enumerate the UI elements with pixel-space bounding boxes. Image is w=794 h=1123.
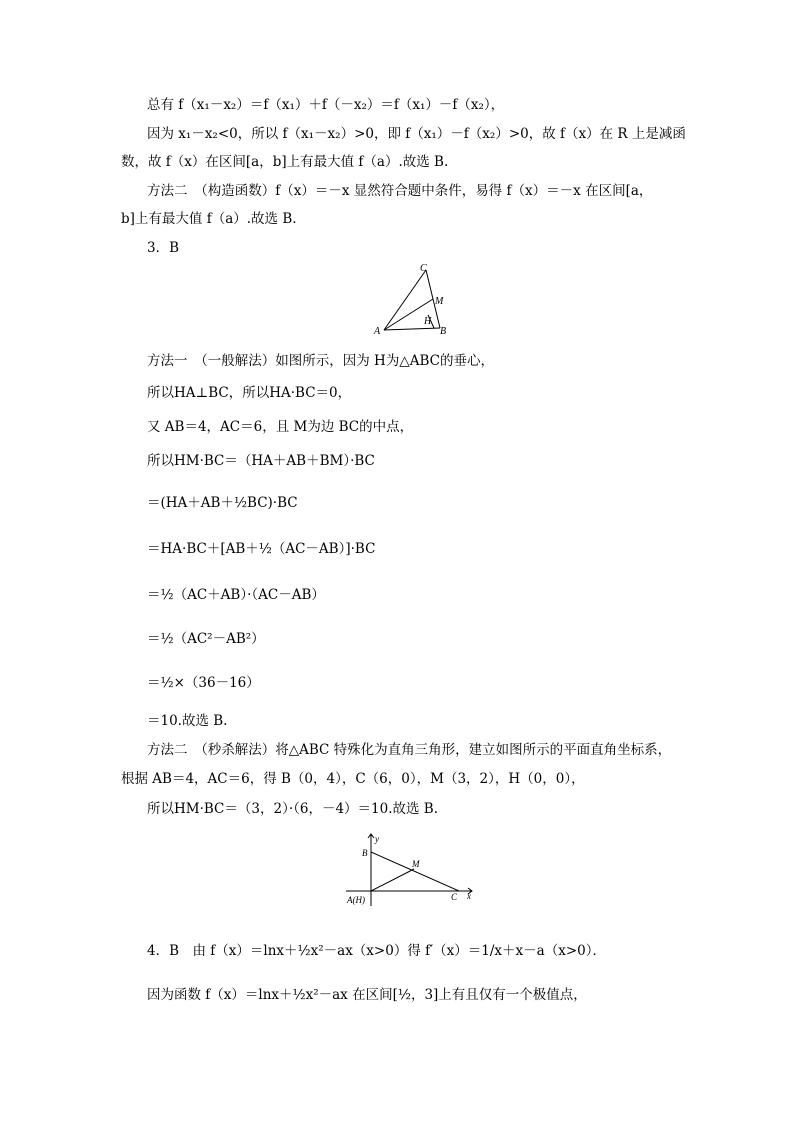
text-line-2: 因为 x₁－x₂<0，所以 f（x₁－x₂）>0，即 f（x₁）－f（x₂）>0，故 f（x）在 R 上是减函 bbox=[147, 126, 686, 142]
segment-bc bbox=[371, 852, 459, 891]
text-line-6: 3．B bbox=[147, 240, 180, 256]
label-b: B bbox=[440, 326, 447, 337]
label-c: C bbox=[420, 263, 427, 274]
text-line-18: 根据 AB＝4，AC＝6，得 B（0，4），C（6，0），M（3，2），H（0，0）， bbox=[121, 771, 585, 787]
text-line-14: ＝½（AC²－AB²） bbox=[147, 631, 265, 647]
label-m: M bbox=[435, 296, 444, 307]
text-line-8: 所以HA⊥BC，所以HA·BC＝0， bbox=[147, 385, 352, 401]
text-line-7: 方法一 （一般解法）如图所示，因为 H为△ABC的垂心， bbox=[147, 353, 494, 369]
text-line-12: ＝HA·BC＋[AB＋½（AC－AB）]·BC bbox=[147, 541, 376, 557]
text-line-1: 总有 f（x₁－x₂）＝f（x₁）＋f（－x₂）＝f（x₁）－f（x₂）， bbox=[147, 97, 505, 113]
label-y: y bbox=[375, 834, 379, 844]
text-line-15: ＝½×（36－16） bbox=[147, 675, 260, 691]
label-b: B bbox=[362, 848, 368, 858]
label-m: M bbox=[412, 859, 420, 869]
label-x: x bbox=[467, 891, 471, 901]
text-line-13: ＝½（AC＋AB）·（AC－AB） bbox=[147, 587, 325, 603]
text-line-16: ＝10.故选 B. bbox=[147, 713, 228, 729]
label-a: A bbox=[374, 326, 381, 337]
text-line-3: 数，故 f（x）在区间[a，b]上有最大值 f（a）.故选 B. bbox=[121, 154, 449, 170]
label-c: C bbox=[451, 892, 458, 902]
edge-ac bbox=[384, 270, 426, 330]
text-line-20: 4．B 由 f（x）＝lnx＋½x²－ax（x>0）得 f′（x）＝1/x＋x－a（x>0）． bbox=[147, 943, 606, 959]
text-line-5: b]上有最大值 f（a）.故选 B. bbox=[121, 211, 297, 227]
label-ah: A(H) bbox=[347, 895, 365, 905]
text-line-17: 方法二 （秒杀解法）将△ABC 特殊化为直角三角形，建立如图所示的平面直角坐标系， bbox=[147, 742, 672, 758]
text-line-10: 所以HM·BC＝（HA＋AB＋BM）·BC bbox=[147, 453, 375, 469]
segment-hm bbox=[371, 869, 414, 891]
triangle-figure bbox=[372, 262, 452, 340]
text-line-11: ＝(HA＋AB＋½BC)·BC bbox=[147, 495, 298, 511]
text-line-4: 方法二 （构造函数）f（x）＝－x 显然符合题中条件，易得 f（x）＝－x 在区间[a， bbox=[147, 183, 653, 199]
label-h: H bbox=[424, 316, 432, 327]
text-line-19: 所以HM·BC＝（3，2）·（6，－4）＝10.故选 B. bbox=[147, 801, 439, 817]
text-line-21: 因为函数 f（x）＝lnx＋½x²－ax 在区间[½，3]上有且仅有一个极值点， bbox=[147, 987, 587, 1003]
edge-ab bbox=[384, 328, 440, 330]
text-line-9: 又 AB＝4，AC＝6，且 M为边 BC的中点， bbox=[147, 419, 414, 435]
coordinate-figure bbox=[338, 830, 478, 908]
